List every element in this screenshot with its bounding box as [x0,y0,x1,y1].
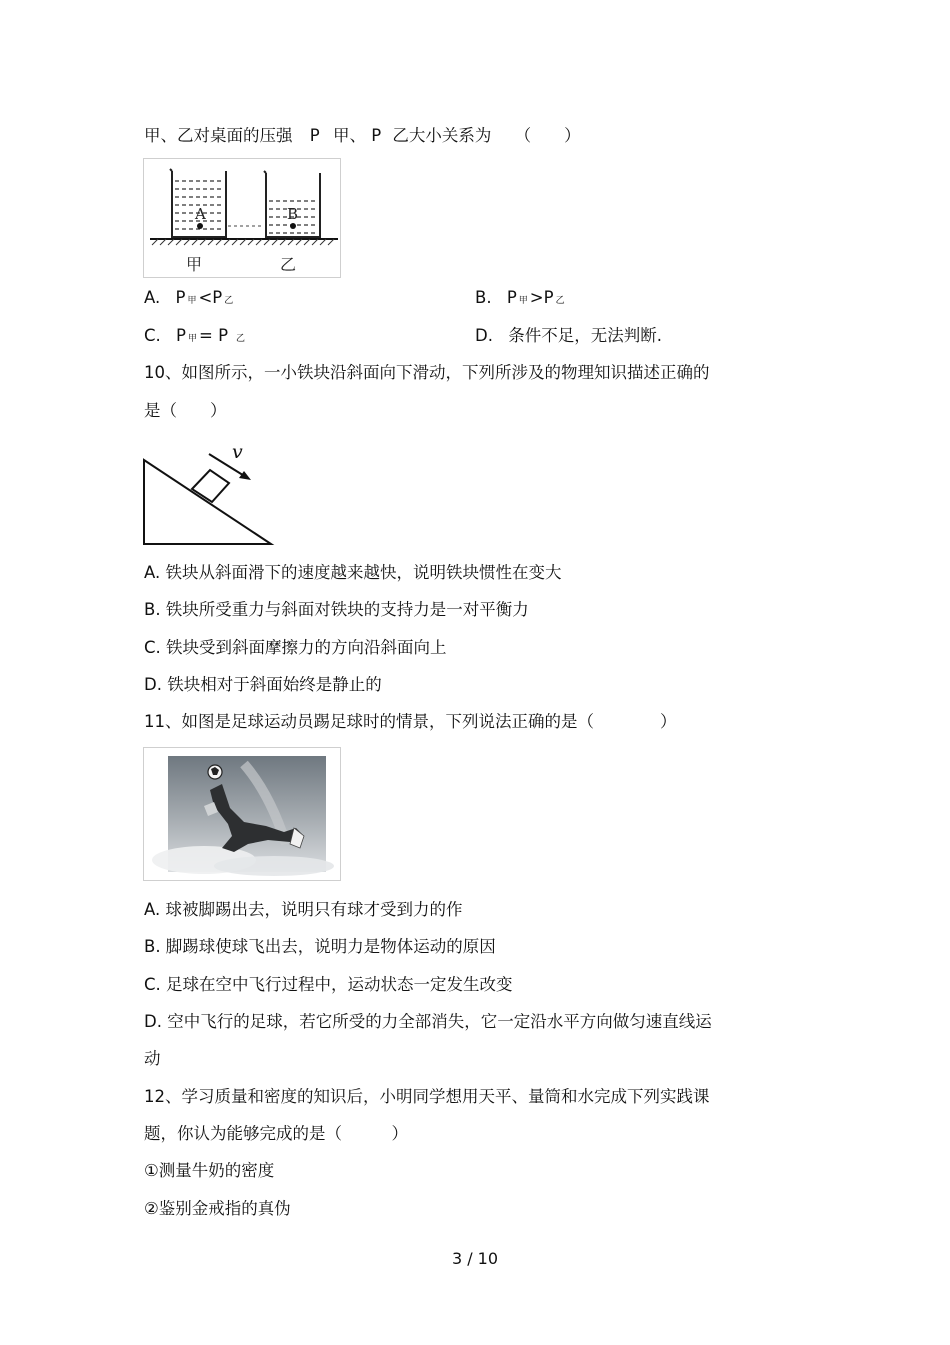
q10-stem-line1: 10、如图所示，一小铁块沿斜面向下滑动，下列所涉及的物理知识描述正确的 [144,363,710,382]
q10-option-a: A. 铁块从斜面滑下的速度越来越快，说明铁块惯性在变大 [144,563,562,582]
option-subscript: 甲 [187,334,197,344]
q11-option-b: B. 脚踢球使球飞出去，说明力是物体运动的原因 [144,937,496,956]
q9-answer-bracket: （ ） [514,126,581,145]
option-letter: A. [144,288,161,307]
q9-option-d [475,325,662,347]
option-subscript: 甲 [518,296,528,306]
q10-option-b: B. 铁块所受重力与斜面对铁块的支持力是一对平衡力 [144,600,529,619]
option-subscript: 乙 [555,296,565,306]
point-a-label: A [195,205,206,223]
beaker-yi-label: 乙 [280,255,297,274]
q12-item-2: ②鉴别金戒指的真伪 [144,1199,291,1218]
q11-option-a: A. 球被脚踢出去，说明只有球才受到力的作 [144,900,463,919]
q12-item-1: ①测量牛奶的密度 [144,1161,275,1180]
option-letter: C. [144,326,161,345]
option-subscript: 乙 [236,334,246,344]
q9-option-c [144,325,247,350]
incline-figure [138,438,278,550]
beakers-diagram [144,159,340,277]
q10-option-c: C. 铁块受到斜面摩擦力的方向沿斜面向上 [144,638,447,657]
q9-option-b [475,287,567,312]
velocity-label: v [232,441,243,463]
q12-stem-line2: 题，你认为能够完成的是（ ） [144,1124,408,1143]
option-symbol: P [175,288,186,307]
q9-stem-text: 甲、乙对桌面的压强 [144,126,293,145]
option-symbol: >P [529,288,554,307]
beaker-jia-label: 甲 [186,255,203,274]
q10-option-d: D. 铁块相对于斜面始终是静止的 [144,675,382,694]
option-subscript: 乙 [224,296,234,306]
q11-stem: 11、如图是足球运动员踢足球时的情景，下列说法正确的是（ ） [144,712,677,731]
q10-stem-line2: 是（ ） [144,401,227,420]
option-letter: B. [475,288,492,307]
q11-option-c: C. 足球在空中飞行过程中，运动状态一定发生改变 [144,975,513,994]
soccer-player-image [144,748,340,880]
q9-stem-p1: P [309,126,320,145]
q9-stem [144,125,581,147]
beakers-figure [143,158,341,278]
option-text: 条件不足，无法判断. [508,326,662,345]
q9-option-a [144,287,235,312]
q9-stem-jia: 甲、 [332,126,366,145]
incline-diagram [138,438,278,550]
q9-stem-yi: 乙大小关系为 [392,126,492,145]
q12-stem-line1: 12、学习质量和密度的知识后，小明同学想用天平、量筒和水完成下列实践课 [144,1087,710,1106]
option-subscript: 甲 [187,296,197,306]
option-symbol: P [506,288,517,307]
soccer-photo [143,747,341,881]
page-number: 3 / 10 [451,1249,499,1268]
option-symbol: = P [199,326,229,345]
point-b-label: B [287,205,299,223]
option-letter: D. [475,326,493,345]
q9-stem-p2: P [371,126,382,145]
point-b [290,223,296,229]
option-symbol: <P [198,288,223,307]
q11-option-d: D. 空中飞行的足球，若它所受的力全部消失，它一定沿水平方向做匀速直线运 [144,1012,712,1031]
option-symbol: P [176,326,186,345]
point-a [197,223,203,229]
q11-option-d-cont: 动 [144,1049,161,1068]
